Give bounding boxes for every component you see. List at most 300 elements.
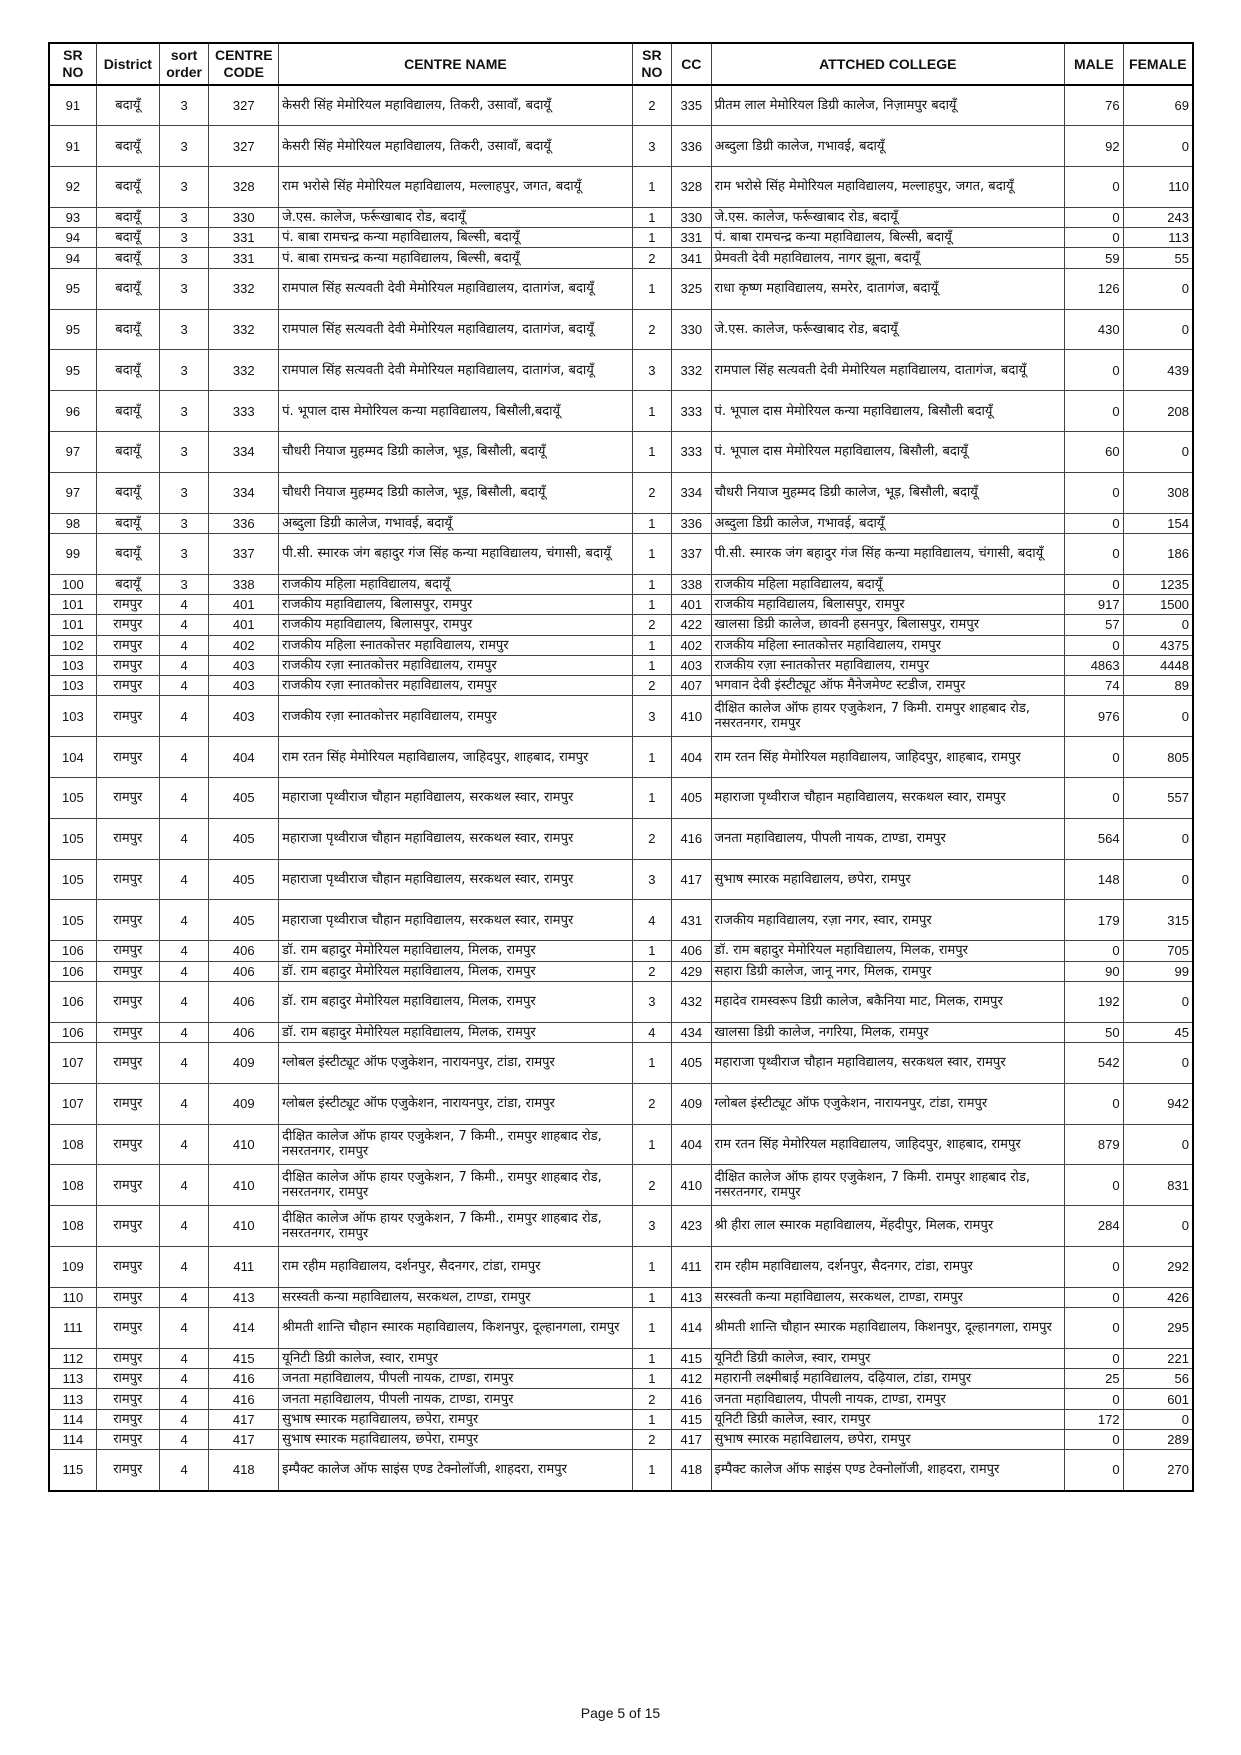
table-row	[49, 900, 1193, 941]
cell-centre-code: 401	[209, 615, 279, 635]
cell-sort-order: 4	[159, 737, 209, 778]
cell-centre-name: ग्लोबल इंस्टीट्यूट ऑफ एजुकेशन, नारायनपुर, टांडा, रामपुर	[279, 1042, 633, 1083]
cell-sort-order: 4	[159, 676, 209, 696]
cell-female: 0	[1123, 859, 1193, 900]
cell-male: 0	[1065, 1287, 1124, 1307]
cell-centre-code: 336	[209, 513, 279, 533]
cell-male: 25	[1065, 1369, 1124, 1389]
cell-attached-college: राजकीय रज़ा स्नातकोत्तर महाविद्यालय, रामपुर	[711, 655, 1065, 675]
cell-male: 59	[1065, 248, 1124, 268]
cell-sr-no-2: 2	[632, 676, 671, 696]
cell-female: 601	[1123, 1389, 1193, 1409]
header-sort-order: sort order	[159, 43, 209, 85]
cell-male: 50	[1065, 1022, 1124, 1042]
cell-centre-name: राजकीय महिला महाविद्यालय, बदायूँ	[279, 574, 633, 594]
cell-district: रामपुर	[96, 1206, 159, 1247]
cell-sr-no: 112	[49, 1348, 96, 1368]
cell-male: 0	[1065, 941, 1124, 961]
cell-centre-name: डॉ. राम बहादुर मेमोरियल महाविद्यालय, मिलक, रामपुर	[279, 981, 633, 1022]
cell-district: बदायूँ	[96, 167, 159, 208]
cell-centre-code: 334	[209, 472, 279, 513]
cell-cc: 412	[672, 1369, 711, 1389]
cell-sort-order: 4	[159, 635, 209, 655]
cell-sort-order: 4	[159, 961, 209, 981]
cell-district: बदायूँ	[96, 126, 159, 167]
cell-sort-order: 4	[159, 1206, 209, 1247]
cell-male: 0	[1065, 1348, 1124, 1368]
cell-centre-name: डॉ. राम बहादुर मेमोरियल महाविद्यालय, मिलक, रामपुर	[279, 941, 633, 961]
cell-centre-name: महाराजा पृथ्वीराज चौहान महाविद्यालय, सरकथल स्वार, रामपुर	[279, 859, 633, 900]
cell-sort-order: 3	[159, 248, 209, 268]
cell-attached-college: सहारा डिग्री कालेज, जानू नगर, मिलक, रामपुर	[711, 961, 1065, 981]
table-row	[49, 1287, 1193, 1307]
cell-centre-name: राजकीय महिला स्नातकोत्तर महाविद्यालय, रामपुर	[279, 635, 633, 655]
cell-male: 179	[1065, 900, 1124, 941]
cell-female: 55	[1123, 248, 1193, 268]
cell-district: बदायूँ	[96, 472, 159, 513]
cell-district: रामपुर	[96, 635, 159, 655]
cell-centre-code: 406	[209, 1022, 279, 1042]
cell-male: 0	[1065, 1429, 1124, 1449]
cell-sr-no-2: 1	[632, 533, 671, 574]
cell-female: 439	[1123, 350, 1193, 391]
cell-cc: 417	[672, 859, 711, 900]
cell-centre-code: 413	[209, 1287, 279, 1307]
table-row	[49, 655, 1193, 675]
table-row	[49, 981, 1193, 1022]
cell-cc: 414	[672, 1307, 711, 1348]
cell-centre-code: 416	[209, 1389, 279, 1409]
cell-female: 0	[1123, 1409, 1193, 1429]
cell-centre-name: दीक्षित कालेज ऑफ हायर एजुकेशन, 7 किमी., रामपुर शाहबाद रोड, नसरतनगर, रामपुर	[279, 1206, 633, 1247]
cell-female: 69	[1123, 85, 1193, 126]
table-row	[49, 1369, 1193, 1389]
cell-male: 0	[1065, 574, 1124, 594]
cell-sr-no: 94	[49, 248, 96, 268]
cell-centre-name: सरस्वती कन्या महाविद्यालय, सरकथल, टाण्डा, रामपुर	[279, 1287, 633, 1307]
cell-district: रामपुर	[96, 1165, 159, 1206]
table-row	[49, 533, 1193, 574]
cell-district: बदायूँ	[96, 248, 159, 268]
cell-female: 56	[1123, 1369, 1193, 1389]
cell-centre-name: चौधरी नियाज मुहम्मद डिग्री कालेज, भूड़, बिसौली, बदायूँ	[279, 472, 633, 513]
cell-sr-no: 108	[49, 1206, 96, 1247]
cell-cc: 330	[672, 309, 711, 350]
cell-centre-name: ग्लोबल इंस्टीट्यूट ऑफ एजुकेशन, नारायनपुर, टांडा, रामपुर	[279, 1083, 633, 1124]
cell-attached-college: रामपाल सिंह सत्यवती देवी मेमोरियल महाविद्यालय, दातागंज, बदायूँ	[711, 350, 1065, 391]
cell-centre-code: 410	[209, 1124, 279, 1165]
cell-sr-no-2: 2	[632, 309, 671, 350]
cell-female: 0	[1123, 981, 1193, 1022]
cell-attached-college: प्रेमवती देवी महाविद्यालय, नागर झूना, बदायूँ	[711, 248, 1065, 268]
cell-sr-no: 103	[49, 696, 96, 737]
cell-female: 186	[1123, 533, 1193, 574]
cell-district: रामपुर	[96, 594, 159, 614]
table-row	[49, 1307, 1193, 1348]
cell-female: 308	[1123, 472, 1193, 513]
cell-attached-college: सरस्वती कन्या महाविद्यालय, सरकथल, टाण्डा, रामपुर	[711, 1287, 1065, 1307]
cell-district: रामपुर	[96, 615, 159, 635]
cell-sr-no: 103	[49, 676, 96, 696]
table-row	[49, 1429, 1193, 1449]
cell-male: 126	[1065, 268, 1124, 309]
cell-sr-no-2: 3	[632, 350, 671, 391]
cell-sr-no: 110	[49, 1287, 96, 1307]
cell-male: 0	[1065, 391, 1124, 432]
table-body	[49, 85, 1193, 1491]
header-centre-name: CENTRE NAME	[279, 43, 633, 85]
table-row	[49, 737, 1193, 778]
cell-centre-name: जे.एस. कालेज, फर्रूखाबाद रोड, बदायूँ	[279, 207, 633, 227]
cell-attached-college: खालसा डिग्री कालेज, नगरिया, मिलक, रामपुर	[711, 1022, 1065, 1042]
cell-sr-no: 113	[49, 1389, 96, 1409]
cell-sort-order: 3	[159, 167, 209, 208]
cell-district: रामपुर	[96, 737, 159, 778]
cell-female: 1235	[1123, 574, 1193, 594]
cell-sr-no-2: 1	[632, 635, 671, 655]
cell-attached-college: जनता महाविद्यालय, पीपली नायक, टाण्डा, रामपुर	[711, 1389, 1065, 1409]
cell-sort-order: 4	[159, 1307, 209, 1348]
cell-male: 0	[1065, 1450, 1124, 1491]
cell-sr-no: 108	[49, 1124, 96, 1165]
cell-cc: 432	[672, 981, 711, 1022]
cell-sort-order: 4	[159, 941, 209, 961]
cell-sr-no-2: 3	[632, 981, 671, 1022]
cell-cc: 405	[672, 1042, 711, 1083]
cell-sr-no-2: 1	[632, 1348, 671, 1368]
cell-centre-code: 417	[209, 1429, 279, 1449]
cell-district: रामपुर	[96, 1042, 159, 1083]
cell-male: 430	[1065, 309, 1124, 350]
cell-centre-name: यूनिटी डिग्री कालेज, स्वार, रामपुर	[279, 1348, 633, 1368]
cell-female: 0	[1123, 615, 1193, 635]
cell-cc: 330	[672, 207, 711, 227]
cell-male: 0	[1065, 635, 1124, 655]
cell-centre-code: 416	[209, 1369, 279, 1389]
cell-sort-order: 4	[159, 655, 209, 675]
cell-centre-code: 330	[209, 207, 279, 227]
cell-attached-college: पं. भूपाल दास मेमोरियल कन्या महाविद्यालय, बिसौली बदायूँ	[711, 391, 1065, 432]
cell-male: 542	[1065, 1042, 1124, 1083]
cell-sort-order: 3	[159, 431, 209, 472]
table-row	[49, 1083, 1193, 1124]
cell-attached-college: पी.सी. स्मारक जंग बहादुर गंज सिंह कन्या महाविद्यालय, चंगासी, बदायूँ	[711, 533, 1065, 574]
cell-centre-code: 401	[209, 594, 279, 614]
header-female: FEMALE	[1123, 43, 1193, 85]
cell-sort-order: 4	[159, 1165, 209, 1206]
cell-sr-no: 92	[49, 167, 96, 208]
cell-sr-no-2: 1	[632, 655, 671, 675]
table-row	[49, 513, 1193, 533]
cell-sr-no-2: 1	[632, 268, 671, 309]
cell-attached-college: दीक्षित कालेज ऑफ हायर एजुकेशन, 7 किमी. रामपुर शाहबाद रोड, नसरतनगर, रामपुर	[711, 696, 1065, 737]
cell-centre-name: डॉ. राम बहादुर मेमोरियल महाविद्यालय, मिलक, रामपुर	[279, 1022, 633, 1042]
cell-district: रामपुर	[96, 655, 159, 675]
cell-female: 0	[1123, 126, 1193, 167]
cell-cc: 338	[672, 574, 711, 594]
cell-district: रामपुर	[96, 961, 159, 981]
cell-centre-name: पं. बाबा रामचन्द्र कन्या महाविद्यालय, बिल्सी, बदायूँ	[279, 228, 633, 248]
cell-female: 0	[1123, 431, 1193, 472]
cell-male: 0	[1065, 1389, 1124, 1409]
cell-centre-name: रामपाल सिंह सत्यवती देवी मेमोरियल महाविद्यालय, दातागंज, बदायूँ	[279, 268, 633, 309]
table-row	[49, 167, 1193, 208]
cell-centre-name: पं. भूपाल दास मेमोरियल कन्या महाविद्यालय, बिसौली,बदायूँ	[279, 391, 633, 432]
cell-sr-no-2: 4	[632, 900, 671, 941]
cell-centre-code: 406	[209, 981, 279, 1022]
cell-attached-college: यूनिटी डिग्री कालेज, स्वार, रामपुर	[711, 1409, 1065, 1429]
cell-centre-name: केसरी सिंह मेमोरियल महाविद्यालय, तिकरी, उसावाँ, बदायूँ	[279, 126, 633, 167]
cell-sr-no: 94	[49, 228, 96, 248]
cell-sr-no-2: 1	[632, 941, 671, 961]
table-row	[49, 615, 1193, 635]
cell-centre-name: महाराजा पृथ्वीराज चौहान महाविद्यालय, सरकथल स्वार, रामपुर	[279, 778, 633, 819]
table-row	[49, 1450, 1193, 1491]
cell-female: 208	[1123, 391, 1193, 432]
cell-attached-college: राधा कृष्ण महाविद्यालय, समरेर, दातागंज, बदायूँ	[711, 268, 1065, 309]
cell-cc: 434	[672, 1022, 711, 1042]
cell-sr-no: 106	[49, 941, 96, 961]
cell-female: 99	[1123, 961, 1193, 981]
cell-centre-code: 405	[209, 818, 279, 859]
cell-centre-name: राम रतन सिंह मेमोरियल महाविद्यालय, जाहिदपुर, शाहबाद, रामपुर	[279, 737, 633, 778]
cell-female: 154	[1123, 513, 1193, 533]
cell-sr-no: 99	[49, 533, 96, 574]
cell-female: 221	[1123, 1348, 1193, 1368]
cell-sr-no-2: 1	[632, 1246, 671, 1287]
cell-district: रामपुर	[96, 676, 159, 696]
cell-district: रामपुर	[96, 1369, 159, 1389]
cell-sr-no: 106	[49, 1022, 96, 1042]
cell-male: 0	[1065, 350, 1124, 391]
cell-female: 557	[1123, 778, 1193, 819]
cell-male: 60	[1065, 431, 1124, 472]
cell-attached-college: दीक्षित कालेज ऑफ हायर एजुकेशन, 7 किमी. रामपुर शाहबाद रोड, नसरतनगर, रामपुर	[711, 1165, 1065, 1206]
cell-sr-no: 105	[49, 859, 96, 900]
table-row	[49, 1246, 1193, 1287]
cell-attached-college: चौधरी नियाज मुहम्मद डिग्री कालेज, भूड़, बिसौली, बदायूँ	[711, 472, 1065, 513]
cell-district: रामपुर	[96, 696, 159, 737]
table-row	[49, 228, 1193, 248]
cell-attached-college: पं. बाबा रामचन्द्र कन्या महाविद्यालय, बिल्सी, बदायूँ	[711, 228, 1065, 248]
cell-sr-no: 107	[49, 1042, 96, 1083]
cell-male: 4863	[1065, 655, 1124, 675]
cell-male: 148	[1065, 859, 1124, 900]
cell-sr-no: 95	[49, 309, 96, 350]
cell-sr-no-2: 1	[632, 1042, 671, 1083]
cell-district: रामपुर	[96, 981, 159, 1022]
cell-male: 0	[1065, 1083, 1124, 1124]
cell-sr-no-2: 1	[632, 391, 671, 432]
table-row	[49, 85, 1193, 126]
cell-sort-order: 4	[159, 1389, 209, 1409]
cell-sr-no-2: 2	[632, 961, 671, 981]
cell-cc: 406	[672, 941, 711, 961]
cell-male: 192	[1065, 981, 1124, 1022]
cell-sr-no: 103	[49, 655, 96, 675]
cell-sort-order: 4	[159, 778, 209, 819]
cell-sort-order: 4	[159, 1246, 209, 1287]
cell-attached-college: महाराजा पृथ्वीराज चौहान महाविद्यालय, सरकथल स्वार, रामपुर	[711, 1042, 1065, 1083]
cell-female: 4375	[1123, 635, 1193, 655]
cell-sr-no-2: 3	[632, 859, 671, 900]
table-row	[49, 676, 1193, 696]
cell-centre-code: 403	[209, 655, 279, 675]
cell-male: 0	[1065, 513, 1124, 533]
cell-attached-college: श्री हीरा लाल स्मारक महाविद्यालय, मेंहदीपुर, मिलक, रामपुर	[711, 1206, 1065, 1247]
cell-district: बदायूँ	[96, 309, 159, 350]
table-row	[49, 1022, 1193, 1042]
cell-male: 0	[1065, 533, 1124, 574]
header-attached-college: ATTCHED COLLEGE	[711, 43, 1065, 85]
cell-sort-order: 4	[159, 1429, 209, 1449]
cell-cc: 336	[672, 513, 711, 533]
cell-male: 90	[1065, 961, 1124, 981]
cell-attached-college: जे.एस. कालेज, फर्रूखाबाद रोड, बदायूँ	[711, 207, 1065, 227]
cell-cc: 403	[672, 655, 711, 675]
cell-centre-code: 417	[209, 1409, 279, 1429]
cell-sr-no: 106	[49, 981, 96, 1022]
cell-attached-college: राम रतन सिंह मेमोरियल महाविद्यालय, जाहिदपुर, शाहबाद, रामपुर	[711, 737, 1065, 778]
cell-centre-code: 334	[209, 431, 279, 472]
cell-sr-no-2: 1	[632, 778, 671, 819]
cell-sr-no-2: 1	[632, 167, 671, 208]
cell-attached-college: खालसा डिग्री कालेज, छावनी हसनपुर, बिलासपुर, रामपुर	[711, 615, 1065, 635]
cell-sr-no: 101	[49, 615, 96, 635]
cell-sr-no: 91	[49, 126, 96, 167]
cell-female: 89	[1123, 676, 1193, 696]
cell-male: 0	[1065, 737, 1124, 778]
cell-cc: 411	[672, 1246, 711, 1287]
cell-centre-name: केसरी सिंह मेमोरियल महाविद्यालय, तिकरी, उसावाँ, बदायूँ	[279, 85, 633, 126]
cell-district: रामपुर	[96, 900, 159, 941]
cell-male: 92	[1065, 126, 1124, 167]
cell-female: 1500	[1123, 594, 1193, 614]
cell-attached-college: डॉ. राम बहादुर मेमोरियल महाविद्यालय, मिलक, रामपुर	[711, 941, 1065, 961]
cell-male: 0	[1065, 472, 1124, 513]
cell-centre-code: 405	[209, 778, 279, 819]
cell-sort-order: 3	[159, 228, 209, 248]
cell-attached-college: महाराजा पृथ्वीराज चौहान महाविद्यालय, सरकथल स्वार, रामपुर	[711, 778, 1065, 819]
cell-sort-order: 3	[159, 391, 209, 432]
cell-sr-no: 101	[49, 594, 96, 614]
cell-sort-order: 3	[159, 85, 209, 126]
cell-cc: 417	[672, 1429, 711, 1449]
cell-sr-no: 105	[49, 900, 96, 941]
cell-sort-order: 4	[159, 1348, 209, 1368]
table-row	[49, 696, 1193, 737]
cell-cc: 405	[672, 778, 711, 819]
cell-centre-code: 403	[209, 696, 279, 737]
cell-cc: 337	[672, 533, 711, 574]
table-row	[49, 1206, 1193, 1247]
cell-district: रामपुर	[96, 1307, 159, 1348]
cell-centre-code: 338	[209, 574, 279, 594]
cell-centre-code: 415	[209, 1348, 279, 1368]
table-row	[49, 818, 1193, 859]
cell-sr-no: 105	[49, 778, 96, 819]
cell-centre-name: जनता महाविद्यालय, पीपली नायक, टाण्डा, रामपुर	[279, 1369, 633, 1389]
cell-male: 0	[1065, 1307, 1124, 1348]
cell-sr-no: 95	[49, 268, 96, 309]
cell-male: 76	[1065, 85, 1124, 126]
cell-centre-name: राम भरोसे सिंह मेमोरियल महाविद्यालय, मल्लाहपुर, जगत, बदायूँ	[279, 167, 633, 208]
cell-district: बदायूँ	[96, 268, 159, 309]
cell-attached-college: पं. भूपाल दास मेमोरियल महाविद्यालय, बिसौली, बदायूँ	[711, 431, 1065, 472]
cell-sr-no: 108	[49, 1165, 96, 1206]
cell-sr-no-2: 2	[632, 1429, 671, 1449]
cell-cc: 413	[672, 1287, 711, 1307]
cell-centre-name: श्रीमती शान्ति चौहान स्मारक महाविद्यालय, किशनपुर, दूल्हानगला, रामपुर	[279, 1307, 633, 1348]
cell-centre-code: 332	[209, 350, 279, 391]
cell-centre-name: राजकीय रज़ा स्नातकोत्तर महाविद्यालय, रामपुर	[279, 676, 633, 696]
cell-female: 113	[1123, 228, 1193, 248]
cell-attached-college: श्रीमती शान्ति चौहान स्मारक महाविद्यालय, किशनपुर, दूल्हानगला, रामपुर	[711, 1307, 1065, 1348]
cell-sr-no: 109	[49, 1246, 96, 1287]
cell-district: बदायूँ	[96, 533, 159, 574]
cell-attached-college: राम रहीम महाविद्यालय, दर्शनपुर, सैदनगर, टांडा, रामपुर	[711, 1246, 1065, 1287]
cell-sr-no-2: 2	[632, 1165, 671, 1206]
cell-sort-order: 4	[159, 1409, 209, 1429]
cell-sr-no: 106	[49, 961, 96, 981]
table-row	[49, 309, 1193, 350]
cell-centre-code: 327	[209, 85, 279, 126]
cell-male: 976	[1065, 696, 1124, 737]
table-row	[49, 961, 1193, 981]
cell-sr-no-2: 3	[632, 126, 671, 167]
cell-attached-college: यूनिटी डिग्री कालेज, स्वार, रामपुर	[711, 1348, 1065, 1368]
cell-cc: 407	[672, 676, 711, 696]
cell-district: बदायूँ	[96, 207, 159, 227]
cell-sr-no: 107	[49, 1083, 96, 1124]
cell-centre-name: अब्दुला डिग्री कालेज, गभावई, बदायूँ	[279, 513, 633, 533]
cell-sr-no: 114	[49, 1429, 96, 1449]
cell-sr-no-2: 2	[632, 1389, 671, 1409]
cell-sort-order: 3	[159, 533, 209, 574]
cell-attached-college: अब्दुला डिग्री कालेज, गभावई, बदायूँ	[711, 513, 1065, 533]
cell-centre-code: 411	[209, 1246, 279, 1287]
cell-sr-no-2: 2	[632, 248, 671, 268]
cell-sort-order: 4	[159, 859, 209, 900]
table-row	[49, 778, 1193, 819]
cell-centre-code: 337	[209, 533, 279, 574]
cell-district: बदायूँ	[96, 228, 159, 248]
cell-centre-code: 402	[209, 635, 279, 655]
cell-male: 284	[1065, 1206, 1124, 1247]
cell-district: रामपुर	[96, 778, 159, 819]
cell-sr-no: 98	[49, 513, 96, 533]
cell-attached-college: राजकीय महिला महाविद्यालय, बदायूँ	[711, 574, 1065, 594]
cell-centre-code: 333	[209, 391, 279, 432]
cell-sort-order: 3	[159, 350, 209, 391]
cell-centre-code: 406	[209, 941, 279, 961]
cell-district: रामपुर	[96, 1246, 159, 1287]
cell-female: 0	[1123, 268, 1193, 309]
cell-sr-no: 102	[49, 635, 96, 655]
cell-attached-college: अब्दुला डिग्री कालेज, गभावई, बदायूँ	[711, 126, 1065, 167]
table-row	[49, 207, 1193, 227]
cell-district: बदायूँ	[96, 391, 159, 432]
cell-cc: 409	[672, 1083, 711, 1124]
cell-sr-no-2: 2	[632, 818, 671, 859]
cell-sr-no: 91	[49, 85, 96, 126]
cell-centre-code: 409	[209, 1083, 279, 1124]
cell-centre-code: 405	[209, 859, 279, 900]
cell-cc: 325	[672, 268, 711, 309]
cell-centre-code: 406	[209, 961, 279, 981]
cell-cc: 429	[672, 961, 711, 981]
table-row	[49, 1165, 1193, 1206]
